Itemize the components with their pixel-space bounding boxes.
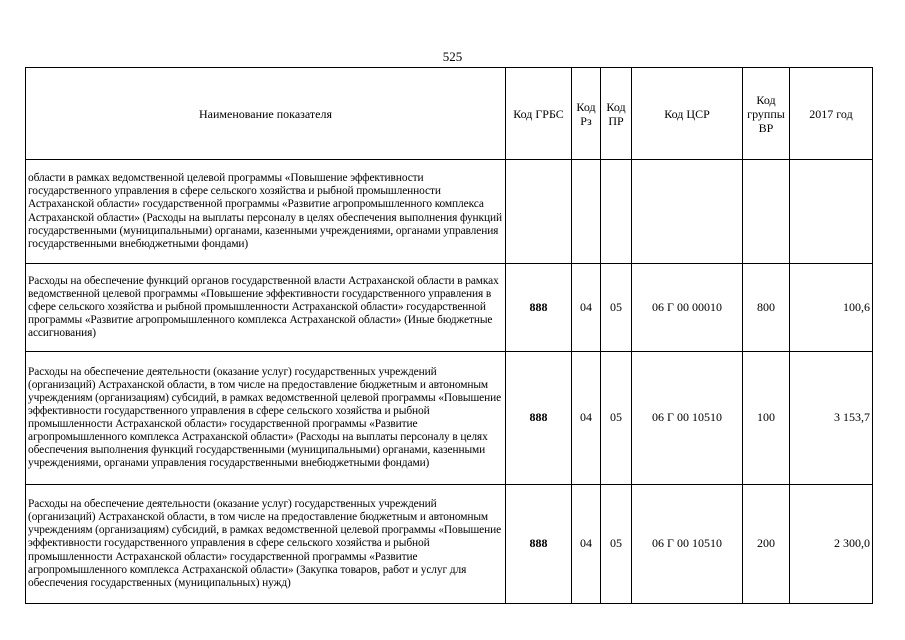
row-csr: 06 Г 00 10510 (632, 352, 743, 485)
header-year: 2017 год (790, 68, 873, 160)
row-vr: 800 (743, 264, 790, 352)
row-vr: 100 (743, 352, 790, 485)
page-number: 525 (442, 49, 463, 64)
row-amount: 2 300,0 (790, 485, 873, 604)
header-grbs: Код ГРБС (506, 68, 572, 160)
row-csr (632, 160, 743, 264)
header-vr: Код группы ВР (743, 68, 790, 160)
row-name: области в рамках ведомственной целевой программы «Повышение эффективности государственного управления в сфере сельского хозяйства и рыбной промышленности Астраханской области» государственной программы «Развитие агропромышленного комплекса Астраханской области» (Расходы на выплаты персоналу в целях обеспечения выполнения функций государственными (муниципальными) органами, казенными учреждениями, органами управления государственными внебюджетными фондами) (26, 160, 506, 264)
row-rz: 04 (572, 264, 601, 352)
row-amount: 100,6 (790, 264, 873, 352)
row-amount (790, 160, 873, 264)
row-grbs: 888 (506, 264, 572, 352)
budget-table (25, 67, 873, 604)
table-row (26, 352, 873, 485)
row-vr: 200 (743, 485, 790, 604)
table-row (26, 264, 873, 352)
row-rz: 04 (572, 485, 601, 604)
table-row (26, 160, 873, 264)
row-rz: 04 (572, 352, 601, 485)
header-pr: Код ПР (601, 68, 632, 160)
row-pr: 05 (601, 264, 632, 352)
table-header-row (26, 68, 873, 160)
header-csr: Код ЦСР (632, 68, 743, 160)
row-name: Расходы на обеспечение деятельности (оказание услуг) государственных учреждений (организаций) Астраханской области, в том числе на предоставление бюджетным и автономным учреждениям (организациям) субсидий, в рамках ведомственной целевой программы «Повышение эффективности государственного управления в сфере сельского хозяйства и рыбной промышленности Астраханской области» государственной программы «Развитие агропромышленного комплекса Астраханской области» (Расходы на выплаты персоналу в целях обеспечения выполнения функций государственными (муниципальными) органами, казенными учреждениями, органами управления государственными внебюджетными фондами) (26, 352, 506, 485)
row-name: Расходы на обеспечение деятельности (оказание услуг) государственных учреждений (организаций) Астраханской области, в том числе на предоставление бюджетным и автономным учреждениям (организациям) субсидий, в рамках ведомственной целевой программы «Повышение эффективности государственного управления в сфере сельского хозяйства и рыбной промышленности Астраханской области» государственной программы «Развитие агропромышленного комплекса Астраханской области» (Закупка товаров, работ и услуг для обеспечения государственных (муниципальных) нужд) (26, 485, 506, 604)
row-pr: 05 (601, 352, 632, 485)
header-name: Наименование показателя (26, 68, 506, 160)
row-name: Расходы на обеспечение функций органов государственной власти Астраханской области в рамках ведомственной целевой программы «Повышение эффективности государственного управления в сфере сельского хозяйства и рыбной промышленности Астраханской области» государственной программы «Развитие агропромышленного комплекса Астраханской области» (Иные бюджетные ассигнования) (26, 264, 506, 352)
row-csr: 06 Г 00 10510 (632, 485, 743, 604)
row-amount: 3 153,7 (790, 352, 873, 485)
header-rz: Код Рз (572, 68, 601, 160)
row-grbs (506, 160, 572, 264)
row-vr (743, 160, 790, 264)
row-pr: 05 (601, 485, 632, 604)
row-csr: 06 Г 00 00010 (632, 264, 743, 352)
table-row (26, 485, 873, 604)
row-pr (601, 160, 632, 264)
row-grbs: 888 (506, 485, 572, 604)
row-grbs: 888 (506, 352, 572, 485)
row-rz (572, 160, 601, 264)
